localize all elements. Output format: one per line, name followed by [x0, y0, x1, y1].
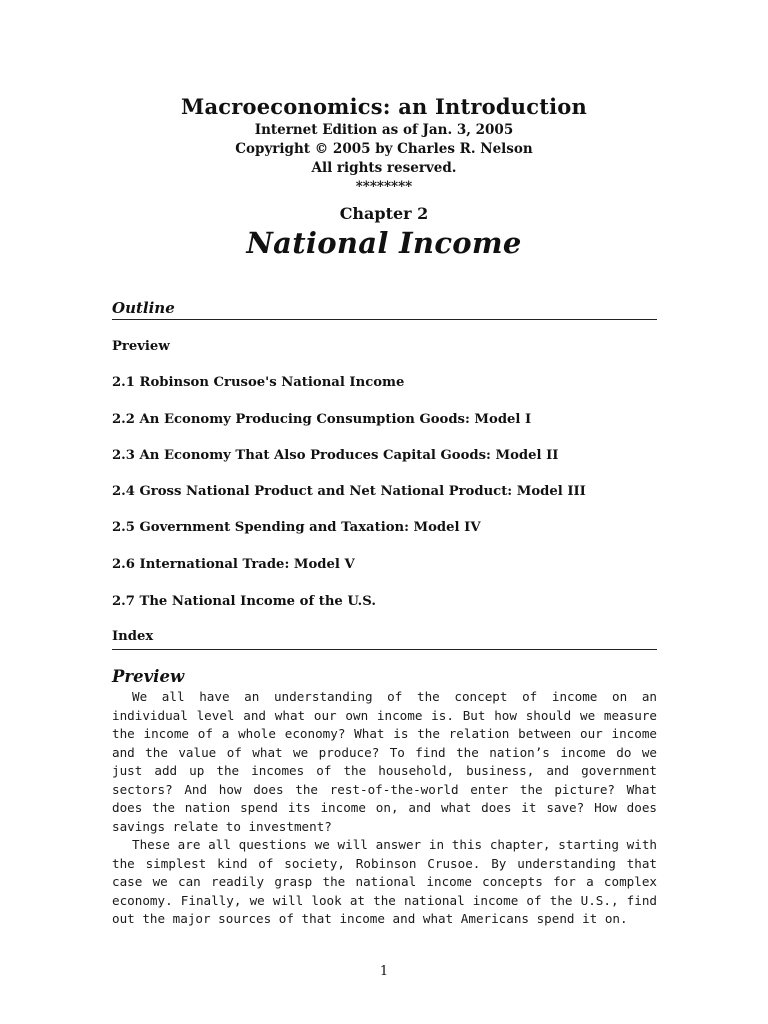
preview-heading: Preview: [112, 667, 185, 686]
outline-item-2-6[interactable]: 2.6 International Trade: Model V: [112, 557, 355, 572]
outline-item-2-1[interactable]: 2.1 Robinson Crusoe's National Income: [112, 375, 405, 390]
preview-paragraph: We all have an understanding of the concept of income on an individual level and what our own income is. But how should we measure the income of a whole economy? What is the relation between our income and the value of what we produce? To find the nation’s income do we just add up the incomes of the household, business, and government sectors? And how does the rest-of-the-world enter the picture? What does the nation spend its income on, and what does it save? How does savings relate to investment?: [112, 689, 657, 834]
outline-rule-bottom: [112, 649, 657, 650]
outline-item-2-2[interactable]: 2.2 An Economy Producing Consumption Goods: Model I: [112, 412, 532, 427]
rights-line: All rights reserved.: [311, 160, 457, 176]
separator-stars: ********: [355, 179, 413, 195]
outline-item-preview[interactable]: Preview: [112, 339, 170, 354]
outline-rule-top: [112, 319, 657, 320]
outline-item-2-7[interactable]: 2.7 The National Income of the U.S.: [112, 594, 376, 609]
preview-body: [112, 688, 657, 929]
outline-item-index[interactable]: Index: [112, 629, 154, 644]
book-header: [0, 93, 768, 196]
chapter-title: National Income: [246, 226, 522, 260]
outline-item-2-3[interactable]: 2.3 An Economy That Also Produces Capital Goods: Model II: [112, 448, 559, 463]
outline-item-2-5[interactable]: 2.5 Government Spending and Taxation: Model IV: [112, 520, 481, 535]
outline-heading: Outline: [112, 299, 175, 317]
page-number: 1: [379, 964, 389, 979]
chapter-number: Chapter 2: [339, 204, 429, 223]
preview-paragraph: These are all questions we will answer in this chapter, starting with the simplest kind of society, Robinson Crusoe. By understanding that case we can readily grasp the national income concepts for a complex economy. Finally, we will look at the national income of the U.S., find out the major sources of that income and what Americans spend it on.: [112, 837, 657, 926]
copyright-line: Copyright © 2005 by Charles R. Nelson: [235, 141, 533, 157]
edition-line: Internet Edition as of Jan. 3, 2005: [254, 122, 514, 138]
book-title: Macroeconomics: an Introduction: [181, 94, 587, 119]
outline-item-2-4[interactable]: 2.4 Gross National Product and Net National Product: Model III: [112, 484, 586, 499]
